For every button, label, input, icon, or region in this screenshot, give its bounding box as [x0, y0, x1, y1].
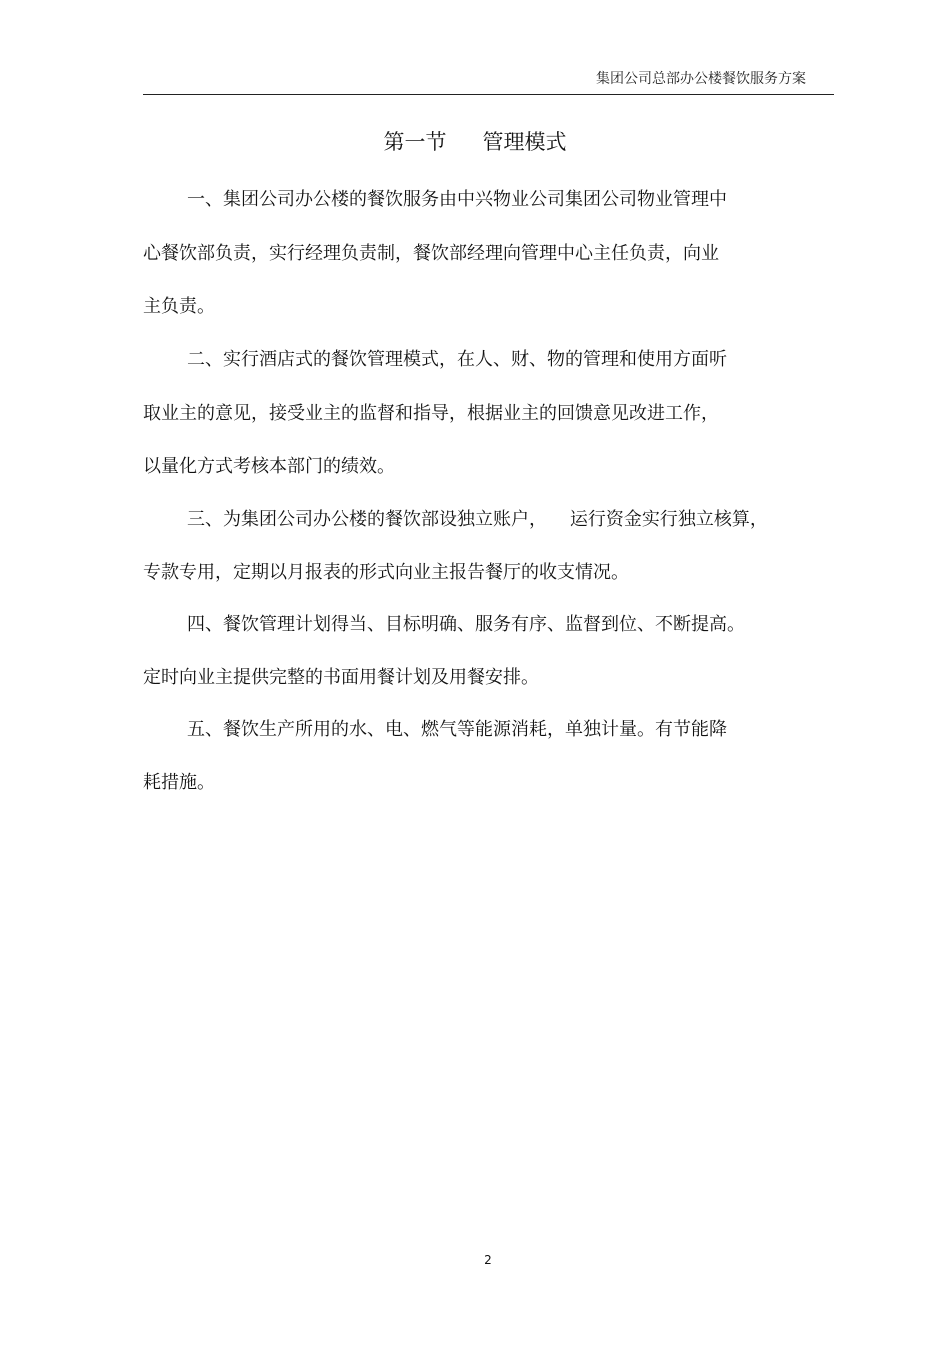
paragraph-4-line-2: 定时向业主提供完整的书面用餐计划及用餐安排。	[143, 667, 539, 688]
paragraph-2-line-1: 二、实行酒店式的餐饮管理模式，在人、财、物的管理和使用方面听	[187, 349, 727, 370]
paragraph-3-line-1: 三、为集团公司办公楼的餐饮部设独立账户， 运行资金实行独立核算，	[187, 509, 768, 530]
section-number: 第一节	[383, 130, 447, 154]
paragraph-1-line-1: 一、集团公司办公楼的餐饮服务由中兴物业公司集团公司物业管理中	[187, 189, 727, 210]
paragraph-1-line-2: 心餐饮部负责，实行经理负责制，餐饮部经理向管理中心主任负责，向业	[143, 243, 719, 264]
section-heading	[0, 128, 950, 156]
paragraph-3-line-2: 专款专用，定期以月报表的形式向业主报告餐厅的收支情况。	[143, 562, 629, 583]
running-header-title: 集团公司总部办公楼餐饮服务方案	[596, 71, 806, 87]
page-header	[143, 66, 834, 95]
paragraph-5-line-1: 五、餐饮生产所用的水、电、燃气等能源消耗，单独计量。有节能降	[187, 719, 727, 740]
section-title: 管理模式	[482, 130, 567, 154]
paragraph-1-line-3: 主负责。	[143, 296, 215, 317]
paragraph-2-line-3: 以量化方式考核本部门的绩效。	[143, 456, 395, 477]
paragraph-4-line-1: 四、餐饮管理计划得当、目标明确、服务有序、监督到位、不断提高。	[187, 614, 745, 635]
paragraph-5-line-2: 耗措施。	[143, 772, 215, 793]
page-number: 2	[484, 1253, 492, 1267]
paragraph-2-line-2: 取业主的意见，接受业主的监督和指导，根据业主的回馈意见改进工作，	[143, 403, 719, 424]
